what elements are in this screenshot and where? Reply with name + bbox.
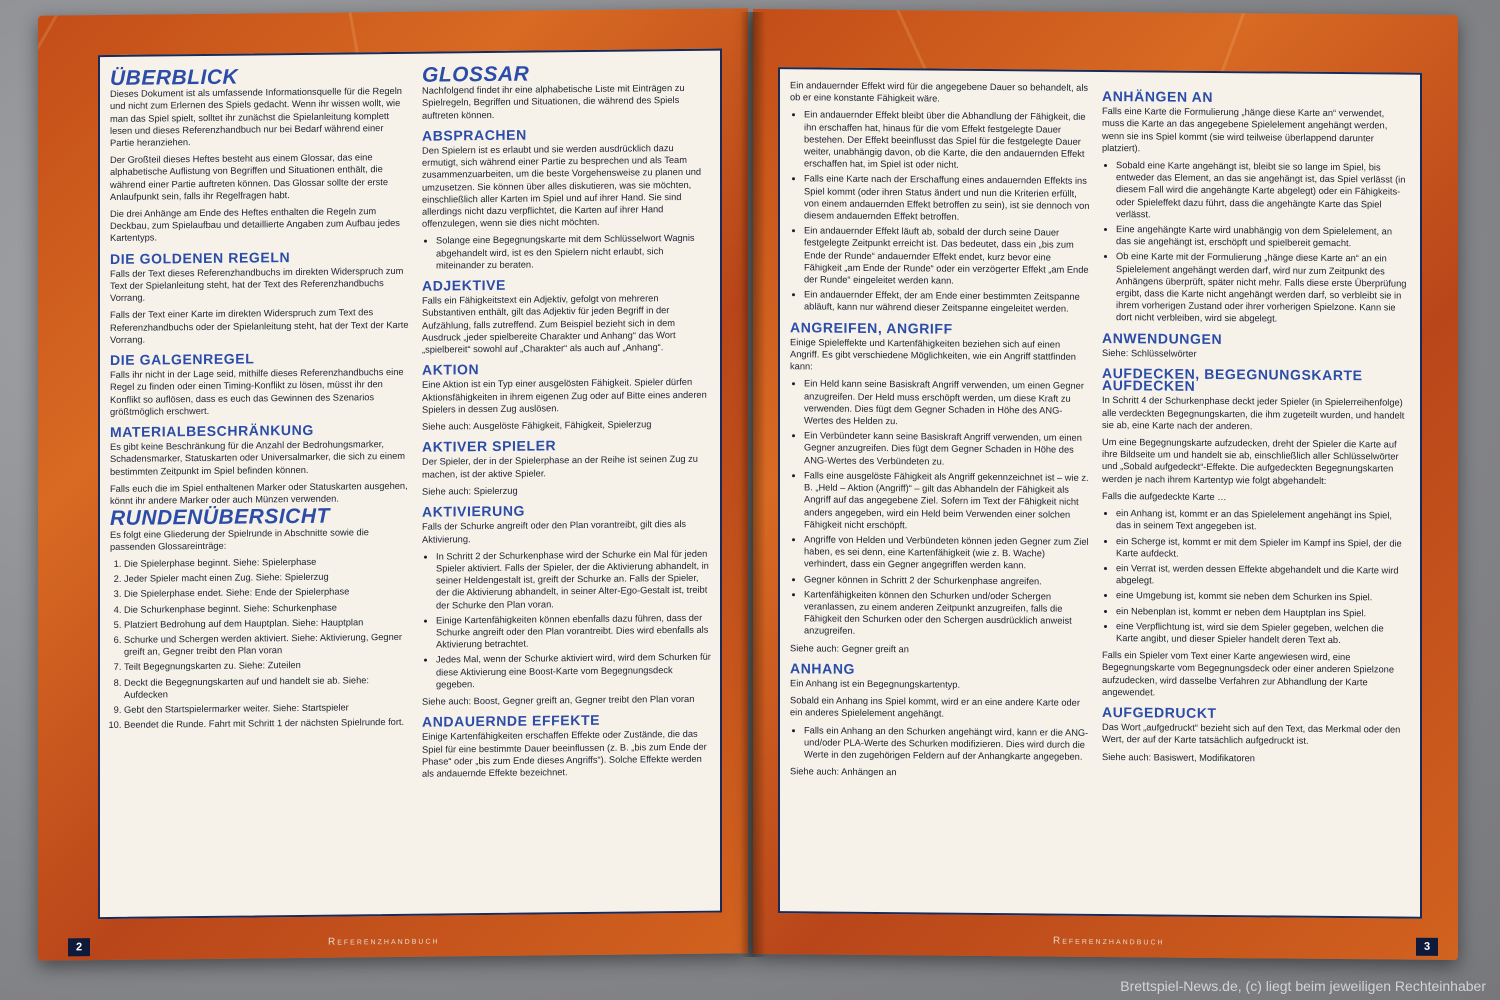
decor-ray [38, 8, 81, 324]
heading-rundenuebersicht: RUNDENÜBERSICHT [110, 504, 330, 531]
list-item: • Solange eine Begegnungskarte mit dem Schlüsselwort Wagnis abgehandelt wird, ist es den Spielern nicht erlaubt, sich miteinander zu beraten. [436, 232, 712, 271]
paragraph: Es gibt keine Beschränkung für die Anzahl der Bedrohungsmarker, Schadensmarker, Statuskarten oder Universalmarker, die sich zu einem bestimmten Zeitpunkt im Spiel befinden können. [110, 439, 406, 477]
paragraph: Falls die aufgedeckte Karte … [1102, 490, 1227, 502]
paragraph: Der Spieler, der in der Spielerphase an der Reihe ist seinen Zug zu machen, ist der aktive Spieler. [422, 454, 698, 480]
list-item: • Kartenfähigkeiten können den Schurken und/oder Schergen veranlassen, zu einem anderen Zeitpunkt anzugreifen, falls die Fähigkeit den Schurken oder den Schergen ausdrücklich anweist anzugreifen. [804, 588, 1090, 639]
see-also: Siehe: Schlüsselwörter [1102, 347, 1197, 359]
right-content-panel [778, 67, 1422, 919]
heading-materialbeschraenkung: MATERIALBESCHRÄNKUNG [110, 421, 314, 441]
paragraph: Dieses Dokument ist als umfassende Informationsquelle für die Regeln und nicht zum Erlernen des Spiels gedacht. Wenn ihr wissen wollt, wie man das Spiel spielt, solltet ihr zunächst die Spielanleitung komplett lesen und dieses Referenzhandbuch nur bei Bedarf während einer Partie heranziehen. [110, 86, 402, 148]
paragraph: Nachfolgend findet ihr eine alphabetische Liste mit Einträgen zu Spielregeln, Begriffen und Situationen, die während des Spiels auftreten können. [422, 83, 685, 121]
round-steps-list [110, 555, 410, 732]
paragraph: Den Spielern ist es erlaubt und sie werden ausdrücklich dazu ermutigt, sich während einer Partie zu besprechen und als Team zusammenzuarbeiten, um die beste Vorgehensweise zu planen und umzusetzen. Sie können über alles diskutieren, was sie möchten, einschließlich aller Karten im Spiel und auf ihrer Hand. Sie sind allerdings nicht dazu verpflichtet, die Karten auf ihrer Hand offenzulegen, wenn sie dies nicht möchten. [422, 143, 702, 229]
list-item: 6. Schurke und Schergen werden aktiviert. Siehe: Aktivierung, Gegner greift an, Gegner treibt den Plan voran [124, 631, 410, 658]
list-item: • Jedes Mal, wenn der Schurke aktiviert wird, wird dem Schurken für diese Aktivierung eine Boost-Karte vom Begegnungsdeck gegeben. [436, 651, 712, 690]
paragraph: Sobald ein Anhang ins Spiel kommt, wird er an eine andere Karte oder ein anderes Spielelement angehängt. [790, 695, 1080, 719]
right-column-1 [790, 79, 1090, 785]
list-item: • Sobald eine Karte angehängt ist, bleibt sie so lange im Spiel, bis entweder das Element, an das sie angehängt ist, das Spiel verlässt (in diesem Fall wird die angehängte Karte abgelegt) oder ein Fähigkeits- oder Spieleffekt dazu führt, dass die angehängte Karte das Spiel verlässt. [1116, 159, 1407, 223]
bullet-list [1102, 159, 1407, 326]
paragraph: Falls ein Spieler vom Text einer Karte angewiesen wird, eine Begegnungskarte vom Begegnungsdeck oder einer anderen Spielzone aufzudecken, wird dasselbe Verfahren zur Abhandlung der Karte angewendet. [1102, 650, 1395, 698]
list-item: • ein Scherge ist, kommt er mit dem Spieler im Kampf ins Spiel, der die Karte aufdeckt. [1116, 535, 1407, 562]
list-item: • ein Verrat ist, werden dessen Effekte abgehandelt und die Karte wird abgelegt. [1116, 562, 1407, 589]
list-item: • Falls eine ausgelöste Fähigkeit als Angriff gekennzeichnet ist – wie z. B. „Held – Aktion (Angriff)“ – gilt das Abhandeln der Fähigkeit als Angriff auf das angegebene Ziel. Sofern im Text der Fähigkeit nicht anders angegeben, wird ein Held beim Verwenden einer solchen Fähigkeit nicht erschöpft. [804, 469, 1090, 533]
bullet-list [790, 378, 1090, 640]
list-item: • In Schritt 2 der Schurkenphase wird der Schurke ein Mal für jeden Spieler aktiviert. Falls der Spieler, der die Aktivierung abhandelt, in seiner Heldengestalt ist, greift der Schurke an. Falls der Spieler, der die Aktivierung abhandelt, in seiner Alter-Ego-Gestalt ist, treibt der Schurke den Plan voran. [436, 547, 712, 611]
paragraph: Falls ein Fähigkeitstext ein Adjektiv, gefolgt von mehreren Substantiven enthält, gilt das Adjektiv für jeden Begriff in der Aufzählung, falls zutreffend. Zum Beispiel bezieht sich in dem Ausdruck „jeder spielbereite Charakter und Anhang“ das Wort „spielbereit“ sowohl auf „Charakter“ als auch auf „Anhang“. [422, 293, 676, 355]
list-item: • Gegner können in Schritt 2 der Schurkenphase angreifen. [804, 573, 1090, 588]
list-item: • Falls ein Anhang an den Schurken angehängt wird, kann er die ANG- und/oder PLA-Werte des Schurken modifizieren. Dies wird durch die Werte in den zugehörigen Feldern auf der Anhangkarte angegeben. [804, 724, 1090, 763]
left-content-panel [98, 49, 722, 920]
left-column-1 [110, 64, 410, 736]
bullet-list [422, 547, 712, 690]
paragraph: Einige Spieleffekte und Kartenfähigkeiten beziehen sich auf einen Angriff. Es gibt verschiedene Möglichkeiten, wie ein Angriff stattfinden kann: [790, 337, 1076, 372]
heading-anhaengen-an: ANHÄNGEN AN [1102, 87, 1214, 105]
heading-andauernde-effekte: ANDAUERNDE EFFEKTE [422, 711, 601, 730]
bullet-list [422, 232, 712, 272]
list-item: • Angriffe von Helden und Verbündeten können jeden Gegner zum Ziel haben, es sei denn, eine Kartenfähigkeit (wie z. B. Wache) verhindert, dass ein Gegner angegriffen werden kann. [804, 533, 1090, 572]
list-item: • Falls eine Karte nach der Erschaffung eines andauernden Effekts ins Spiel kommt (oder ihren Status ändert und nun die Kriterien erfüllt, von einem andauernden Effekt betroffen zu sein), ist sie dennoch von diesem andauernden Effekt betroffen. [804, 173, 1090, 224]
heading-goldene-regeln: DIE GOLDENEN REGELN [110, 248, 291, 267]
paragraph: Um eine Begegnungskarte aufzudecken, dreht der Spieler die Karte auf ihre Bildseite um und handelt sie ab, einschließlich aller Schlüsselwörter und „Sobald aufgedeckt“-Effekte. Die aufgedeckten Begegnungskarten werden je nach ihrem Kartentyp wie folgt abgehandelt: [1102, 437, 1399, 486]
heading-aufdecken: AUFDECKEN, BEGEGNUNGSKARTE AUFDECKEN [1102, 365, 1363, 395]
bullet-list [1102, 507, 1407, 647]
list-item: • eine Verpflichtung ist, wird sie dem Spieler gegeben, welchen die Karte angibt, und dieser Spieler handelt deren Text ab. [1116, 620, 1407, 647]
list-item: • Ein Held kann seine Basiskraft Angriff verwenden, um einen Gegner anzugreifen. Der Held muss erschöpft werden, um diese Kraft zu verwenden. Dies fügt dem Gegner Schaden in Höhe des ANG-Wertes des Helden zu. [804, 378, 1090, 429]
heading-glossar: GLOSSAR [422, 62, 530, 87]
list-item: • Einige Kartenfähigkeiten können ebenfalls dazu führen, dass der Schurke angreift oder den Plan vorantreibt. Dies wird ebenfalls als Aktivierung betrachtet. [436, 611, 712, 650]
heading-galgenregel: DIE GALGENREGEL [110, 350, 255, 369]
page-footer: Referenzhandbuch [328, 935, 440, 948]
paragraph: Ein Anhang ist ein Begegnungskartentyp. [790, 678, 961, 690]
paragraph: Eine Aktion ist ein Typ einer ausgelösten Fähigkeit. Spieler dürfen Aktionsfähigkeiten in ihrem eigenen Zug oder auf Bitte eines anderen Spielers in dessen Zug auslösen. [422, 377, 707, 415]
page-footer: Referenzhandbuch [1053, 935, 1165, 948]
list-item: 4. Die Schurkenphase beginnt. Siehe: Schurkenphase [124, 600, 410, 615]
paragraph: Das Wort „aufgedruckt“ bezieht sich auf den Text, das Merkmal oder den Wert, der auf der Karte tatsächlich aufgedruckt ist. [1102, 722, 1401, 747]
paragraph: Der Großteil dieses Heftes besteht aus einem Glossar, das eine alphabetische Auflistung von Begriffen und Situationen enthält, die während einer Partie auftreten können. Das Glossar sollte der erste Anlaufpunkt sein, falls ihr Regelfragen habt. [110, 152, 389, 202]
heading-ueberblick: ÜBERBLICK [110, 65, 239, 90]
list-item: 10. Beendet die Runde. Fahrt mit Schritt 1 der nächsten Spielrunde fort. [124, 716, 410, 731]
paragraph: Es folgt eine Gliederung der Spielrunde in Abschnitte sowie die passenden Glossareinträge: [110, 526, 369, 552]
see-also: Siehe auch: Spielerzug [422, 485, 518, 497]
see-also: Siehe auch: Anhängen an [790, 766, 897, 778]
list-item: • ein Anhang ist, kommt er an das Spielelement angehängt ins Spiel, das in seinem Text angegeben ist. [1116, 507, 1407, 534]
right-column-2 [1102, 82, 1407, 770]
booklet-gutter [740, 12, 766, 957]
heading-aktiver-spieler: AKTIVER SPIELER [422, 437, 557, 455]
bullet-list [790, 724, 1090, 763]
list-item: • Ein Verbündeter kann seine Basiskraft Angriff verwenden, um einen Gegner anzugreifen. Dies fügt dem Gegner Schaden in Höhe des ANG-Wertes des Verbündeten zu. [804, 430, 1090, 469]
heading-aufgedruckt: AUFGEDRUCKT [1102, 703, 1217, 721]
bullet-list [790, 109, 1090, 316]
paragraph: Die drei Anhänge am Ende des Heftes enthalten die Regeln zum Deckbau, zum Spielaufbau und detaillierte Angaben zum Aufbau jedes Kartentyps. [110, 206, 400, 244]
list-item: 1. Die Spielerphase beginnt. Siehe: Spielerphase [124, 555, 410, 570]
page-number: 2 [68, 938, 90, 956]
list-item: • Ein andauernder Effekt bleibt über die Abhandlung der Fähigkeit, die ihn erschaffen hat, hinaus für die vom Effekt festgelegte Dauer bestehen. Der Effekt beeinflusst das Spiel für die festgelegte Dauer weiter, unabhängig davon, ob die Karte, die den andauernden Effekt erschaffen hat, im Spiel ist oder nicht. [804, 109, 1090, 173]
see-also: Siehe auch: Basiswert, Modifikatoren [1102, 751, 1255, 763]
list-item: • ein Nebenplan ist, kommt er neben dem Hauptplan ins Spiel. [1116, 605, 1407, 620]
list-item: • Ein andauernder Effekt läuft ab, sobald der durch seine Dauer festgelegte Zeitpunkt erreicht ist. Das bedeutet, dass ein „bis zum Ende der Runde“ andauernder Effekt endet, kurz bevor eine Fähigkeit „am Ende der Runde“ oder ein verzögerter Effekt „am Ende der Runde“ eingeleitet werden kann. [804, 225, 1090, 289]
list-item: • Ob eine Karte mit der Formulierung „hänge diese Karte an“ an ein Spielelement angehängt werden darf, wird nur zum Zeitpunkt des Anhängens überprüft, später nicht mehr. Falls diese erste Überprüfung ergibt, dass die Karte nicht angehängt werden darf, so verbleibt sie in ihrem vorherigen Zustand oder ihrer vorherigen Spielzone. Kann sie dort nicht verbleiben, wird sie abgelegt. [1116, 251, 1407, 327]
paragraph: Falls euch die im Spiel enthaltenen Marker oder Statuskarten ausgehen, könnt ihr andere Marker oder auch Münzen verwenden. [110, 480, 408, 507]
left-column-2 [422, 61, 712, 785]
paragraph: Falls der Schurke angreift oder den Plan vorantreibt, gilt dies als Aktivierung. [422, 519, 687, 545]
paragraph: Falls eine Karte die Formulierung „hänge diese Karte an“ verwendet, muss die Karte an das angegebene Spielelement angehängt werden, wenn sie ins Spiel kommt (sie wird teilweise überlappend darunter platziert). [1102, 106, 1388, 154]
heading-anwendungen: ANWENDUNGEN [1102, 329, 1223, 347]
see-also: Siehe auch: Gegner greift an [790, 642, 909, 654]
photo-watermark: Brettspiel-News.de, (c) liegt beim jeweiligen Rechteinhaber [1120, 978, 1486, 994]
list-item: 2. Jeder Spieler macht einen Zug. Siehe: Spielerzug [124, 570, 410, 585]
heading-adjektive: ADJEKTIVE [422, 276, 506, 294]
heading-aktion: AKTION [422, 361, 480, 378]
list-item: 8. Deckt die Begegnungskarten auf und handelt sie ab. Siehe: Aufdecken [124, 673, 410, 700]
list-item: 9. Gebt den Startspielermarker weiter. Siehe: Startspieler [124, 701, 410, 716]
page-number: 3 [1416, 938, 1438, 956]
right-page [753, 9, 1458, 960]
list-item: • eine Umgebung ist, kommt sie neben dem Schurken ins Spiel. [1116, 589, 1407, 604]
list-item: • Ein andauernder Effekt, der am Ende einer bestimmten Zeitspanne abläuft, kann nur während dieser Zeitspanne eingeleitet werden. [804, 289, 1090, 316]
heading-anhang: ANHANG [790, 659, 856, 677]
heading-aktivierung: AKTIVIERUNG [422, 502, 526, 520]
heading-absprachen: ABSPRACHEN [422, 126, 527, 144]
heading-angreifen: ANGREIFEN, ANGRIFF [790, 318, 953, 337]
paragraph: Falls der Text dieses Referenzhandbuchs im direkten Widerspruch zum Text der Spielanleitung steht, hat der Text des Referenzhandbuchs Vorrang. [110, 265, 404, 304]
left-page [38, 8, 748, 960]
see-also: Siehe auch: Ausgelöste Fähigkeit, Fähigkeit, Spielerzug [422, 419, 652, 432]
list-item: 5. Platziert Bedrohung auf dem Hauptplan. Siehe: Hauptplan [124, 616, 410, 631]
paragraph: Falls der Text einer Karte im direkten Widerspruch zum Text des Referenzhandbuchs oder der Spielanleitung steht, hat der Text der Karte Vorrang. [110, 307, 409, 345]
paragraph: Ein andauernder Effekt wird für die angegebene Dauer so behandelt, als ob er eine konstante Fähigkeit wäre. [790, 80, 1089, 104]
list-item: 7. Teilt Begegnungskarten zu. Siehe: Zuteilen [124, 658, 410, 673]
paragraph: Falls ihr nicht in der Lage seid, mithilfe dieses Referenzhandbuchs eine Regel zu finden oder einen Timing-Konflikt zu lösen, müsst ihr den Konflikt so auflösen, dass es euch das Gewinnen des Szenarios größtmöglich erschwert. [110, 367, 404, 417]
rulebook-spread [18, 12, 1478, 957]
paragraph: Einige Kartenfähigkeiten erschaffen Effekte oder Zustände, die das Spiel für eine bestimmte Dauer beeinflussen (z. B. „bis zum Ende der Phase“ oder „bis zum Ende dieses Angriffs“). Solche Effekte werden als andauernde Effekte bezeichnet. [422, 729, 707, 779]
list-item: • Eine angehängte Karte wird unabhängig von dem Spielelement, an das sie angehängt ist, erschöpft und spielbereit gemacht. [1116, 223, 1407, 250]
list-item: 3. Die Spielerphase endet. Siehe: Ende der Spielerphase [124, 585, 410, 600]
see-also: Siehe auch: Boost, Gegner greift an, Gegner treibt den Plan voran [422, 693, 695, 707]
paragraph: In Schritt 4 der Schurkenphase deckt jeder Spieler (in Spielerreihenfolge) alle verdeckten Begegnungskarten, die ihm zugeteilt wurden, und handelt sie ab, eine Karte nach der anderen. [1102, 395, 1405, 432]
